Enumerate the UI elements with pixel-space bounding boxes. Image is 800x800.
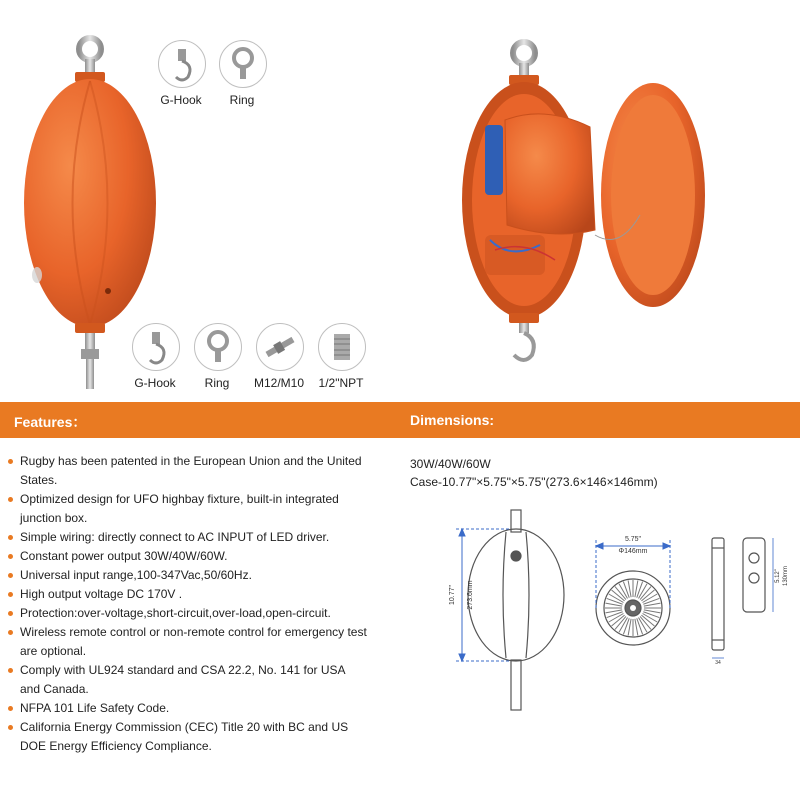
side-view: [468, 510, 564, 710]
diameter-in-label: 5.75": [624, 536, 642, 543]
accessory-label: 1/2"NPT: [318, 376, 364, 390]
features-list: [8, 452, 368, 756]
accessory-label: M12/M10: [253, 376, 305, 390]
feature-item: Constant power output 30W/40W/60W.: [8, 547, 368, 566]
feature-item: Wireless remote control or non-remote control for emergency test are optional.: [8, 623, 368, 661]
g-hook-icon: [158, 40, 206, 88]
accessory-label: Ring: [229, 93, 255, 107]
remote-height-in-label: 5.12": [775, 569, 781, 583]
accessory-label: G-Hook: [134, 376, 176, 390]
feature-item: Simple wiring: directly connect to AC INPUT of LED driver.: [8, 528, 368, 547]
product-open-illustration: [445, 35, 710, 370]
dimensions-heading: Dimensions:: [410, 412, 495, 428]
feature-item: Optimized design for UFO highbay fixture, built-in integrated junction box.: [8, 490, 368, 528]
ring-icon: [194, 323, 242, 371]
npt-fitting-icon: [318, 323, 366, 371]
feature-item: California Energy Commission (CEC) Title 20 with BC and US DOE Energy Efficiency Compliance.: [8, 718, 368, 756]
accessory-bottom-ring: [194, 323, 240, 390]
dimension-diagram: [440, 500, 790, 720]
remote-front-view: [743, 538, 765, 612]
ring-icon: [219, 40, 267, 88]
feature-item: Universal input range,100-347Vac,50/60Hz.: [8, 566, 368, 585]
product-open-image: [445, 35, 710, 370]
feature-item: Comply with UL924 standard and CSA 22.2, No. 141 for USA and Canada.: [8, 661, 368, 699]
diameter-mm-label: Φ146mm: [618, 548, 648, 555]
feature-item: Protection:over-voltage,short-circuit,over-load,open-circuit.: [8, 604, 368, 623]
section-header-bar: [0, 402, 800, 438]
remote-width-label: 34: [715, 660, 721, 666]
accessory-bottom-npt: [318, 323, 364, 390]
accessory-bottom-g-hook: [132, 323, 178, 390]
dimensions-case: Case-10.77"×5.75"×5.75"(273.6×146×146mm): [410, 475, 658, 489]
features-heading: Features：: [14, 414, 87, 430]
accessory-label: Ring: [204, 376, 230, 390]
accessory-top-g-hook: [158, 40, 204, 107]
feature-item: Rugby has been patented in the European Union and the United States.: [8, 452, 368, 490]
accessory-top-ring: [219, 40, 265, 107]
height-mm-label: 273.6mm: [467, 580, 474, 610]
accessory-bottom-m12-m10: [253, 323, 305, 390]
height-in-label: 10.77": [449, 584, 456, 606]
feature-item: NFPA 101 Life Safety Code.: [8, 699, 368, 718]
remote-height-mm-label: 130mm: [783, 565, 789, 587]
feature-item: High output voltage DC 170V .: [8, 585, 368, 604]
g-hook-icon: [132, 323, 180, 371]
dimensions-wattage: 30W/40W/60W: [410, 457, 491, 471]
accessory-label: G-Hook: [160, 93, 202, 107]
threaded-rod-icon: [256, 323, 304, 371]
remote-side-view: [712, 538, 724, 650]
dimension-drawing: [440, 500, 790, 720]
